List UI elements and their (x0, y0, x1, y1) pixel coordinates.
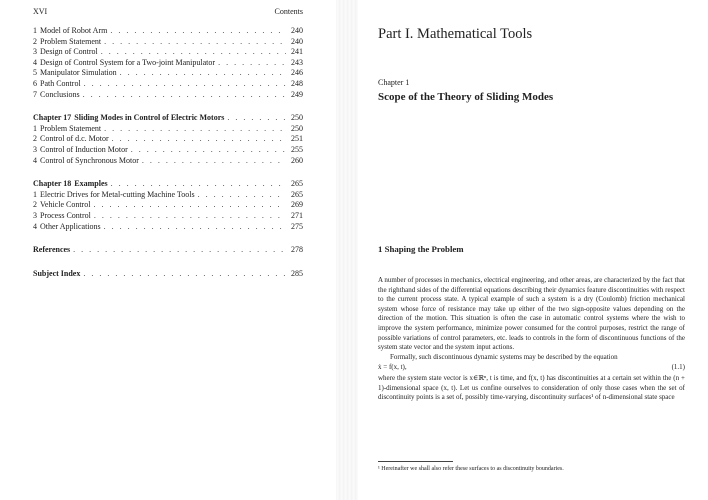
toc-leader-dots (131, 145, 286, 156)
left-page (0, 0, 336, 500)
toc-leader-dots (198, 190, 286, 201)
toc-number: 2 (33, 36, 37, 46)
toc-spacer (33, 256, 303, 269)
table-of-contents (33, 26, 303, 279)
toc-entry (33, 47, 303, 58)
chapter-label: Chapter 1 (378, 78, 410, 87)
toc-leader-dots (218, 58, 286, 69)
toc-leader-dots (73, 245, 286, 256)
paragraph: A number of processes in mechanics, electrical engineering, and other areas, are characterized by the fact that the righthand sides of the differential equations describing their dynamics feature discontinuities with respect to the current process state. A typical example of such a system is a dry (Coulomb) friction mechanical system whose force of resistance may take up either of the two sign-opposite values depending on the direction of the motion. This situation is often the case in automatic control systems where the wish to improve the system performance, minimize power consumed for the control purposes, restrict the range of possible variations of control parameters, etc. leads to controls in the form of discontinuous functions of the system state vector and the system input actions. (378, 276, 685, 352)
toc-page-number: 265 (291, 179, 303, 189)
toc-entry (33, 68, 303, 79)
toc-entry (33, 90, 303, 101)
toc-number: 3 (33, 47, 37, 57)
toc-page-number: 260 (291, 155, 303, 165)
toc-page-number: 241 (291, 47, 303, 57)
toc-title: Manipulator Simulation (40, 68, 117, 78)
toc-title: Design of Control System for a Two-joint Manipulator (40, 57, 216, 67)
running-title: Contents (274, 7, 303, 16)
toc-spacer (33, 100, 303, 113)
toc-leader-dots (142, 156, 286, 167)
equation-number: (1.1) (671, 363, 685, 372)
toc-leader-dots (84, 79, 286, 90)
toc-chapter-heading (33, 179, 303, 190)
toc-number: 3 (33, 144, 37, 154)
toc-entry (33, 211, 303, 222)
part-title: Part I. Mathematical Tools (378, 26, 533, 42)
toc-entry (33, 79, 303, 90)
toc-entry (33, 26, 303, 37)
toc-chapter-heading (33, 269, 303, 280)
toc-number: 2 (33, 200, 37, 210)
toc-number: 2 (33, 134, 37, 144)
toc-number: Chapter 17 (33, 113, 72, 123)
equation-expression: ẋ = f(x, t), (378, 363, 407, 372)
toc-leader-dots (227, 113, 286, 124)
toc-entry (33, 156, 303, 167)
toc-chapter-heading (33, 245, 303, 256)
toc-title: Examples (74, 179, 108, 189)
toc-page-number: 278 (291, 245, 303, 255)
toc-entry (33, 134, 303, 145)
toc-entry (33, 124, 303, 135)
running-header (33, 7, 303, 16)
toc-title: Problem Statement (40, 36, 102, 46)
toc-page-number: 240 (291, 26, 303, 35)
toc-title: Electric Drives for Metal-cutting Machine Tools (40, 189, 195, 199)
toc-title: References (33, 245, 71, 255)
right-page (358, 0, 708, 500)
toc-number: 1 (33, 189, 37, 199)
toc-title: Problem Statement (40, 123, 102, 133)
toc-leader-dots (120, 68, 286, 79)
equation (378, 363, 685, 373)
toc-leader-dots (83, 269, 286, 280)
footnote: ¹ Hereinafter we shall also refer these surfaces to as discontinuity boundaries. (378, 466, 564, 472)
toc-chapter-heading (33, 113, 303, 124)
toc-number: 5 (33, 68, 37, 78)
toc-title: Subject Index (33, 268, 81, 278)
toc-leader-dots (104, 37, 286, 48)
toc-number: 3 (33, 210, 37, 220)
section-title: 1 Shaping the Problem (378, 244, 464, 254)
toc-leader-dots (111, 179, 286, 190)
toc-title: Design of Control (40, 47, 98, 57)
toc-page-number: 250 (291, 113, 303, 123)
toc-page-number: 271 (291, 210, 303, 220)
toc-number: 1 (33, 26, 37, 35)
toc-page-number: 250 (291, 123, 303, 133)
page-number: XVI (33, 7, 48, 16)
footnote-rule (378, 461, 453, 462)
toc-number: 4 (33, 57, 37, 67)
toc-leader-dots (83, 90, 286, 101)
toc-page-number: 240 (291, 36, 303, 46)
toc-leader-dots (110, 26, 286, 37)
paragraph: Formally, such discontinuous dynamic systems may be described by the equation (390, 352, 618, 361)
toc-spacer (33, 232, 303, 245)
toc-title: Conclusions (40, 89, 80, 99)
toc-number: Chapter 18 (33, 179, 72, 189)
toc-page-number: 265 (291, 189, 303, 199)
chapter-title: Scope of the Theory of Sliding Modes (378, 91, 554, 103)
toc-page-number: 246 (291, 68, 303, 78)
toc-leader-dots (104, 222, 286, 233)
toc-leader-dots (112, 134, 286, 145)
toc-title: Control of Synchronous Motor (40, 155, 139, 165)
toc-spacer (33, 166, 303, 179)
book-gutter (336, 0, 358, 500)
toc-number: 4 (33, 155, 37, 165)
body-text (378, 276, 685, 403)
toc-entry (33, 145, 303, 156)
paragraph: where the system state vector is x∈ℝⁿ, t is time, and f(x, t) has discontinuities at a certain set within the (n + 1)-dimensional space (x, t). Let us confine ourselves to consideration of only those cases when the set of discontinuity points is a set of, possibly time-varying, discontinuity surfaces¹ of n-dimensional state space (378, 373, 685, 402)
toc-page-number: 269 (291, 200, 303, 210)
toc-entry (33, 190, 303, 201)
toc-page-number: 251 (291, 134, 303, 144)
toc-title: Control of d.c. Motor (40, 134, 109, 144)
toc-page-number: 255 (291, 144, 303, 154)
toc-page-number: 243 (291, 57, 303, 67)
toc-page-number: 285 (291, 268, 303, 278)
toc-title: Model of Robot Arm (40, 26, 108, 35)
toc-number: 4 (33, 221, 37, 231)
toc-page-number: 248 (291, 78, 303, 88)
toc-title: Vehicle Control (40, 200, 91, 210)
toc-page-number: 249 (291, 89, 303, 99)
toc-entry (33, 200, 303, 211)
toc-leader-dots (101, 47, 286, 58)
toc-title: Path Control (40, 78, 81, 88)
toc-entry (33, 58, 303, 69)
toc-title: Control of Induction Motor (40, 144, 128, 154)
toc-entry (33, 222, 303, 233)
toc-entry (33, 37, 303, 48)
toc-title: Other Applications (40, 221, 101, 231)
toc-leader-dots (104, 124, 286, 135)
toc-leader-dots (93, 200, 286, 211)
toc-title: Process Control (40, 210, 91, 220)
toc-number: 7 (33, 89, 37, 99)
toc-page-number: 275 (291, 221, 303, 231)
toc-number: 6 (33, 78, 37, 88)
toc-leader-dots (94, 211, 286, 222)
toc-number: 1 (33, 123, 37, 133)
toc-title: Sliding Modes in Control of Electric Motors (74, 113, 225, 123)
